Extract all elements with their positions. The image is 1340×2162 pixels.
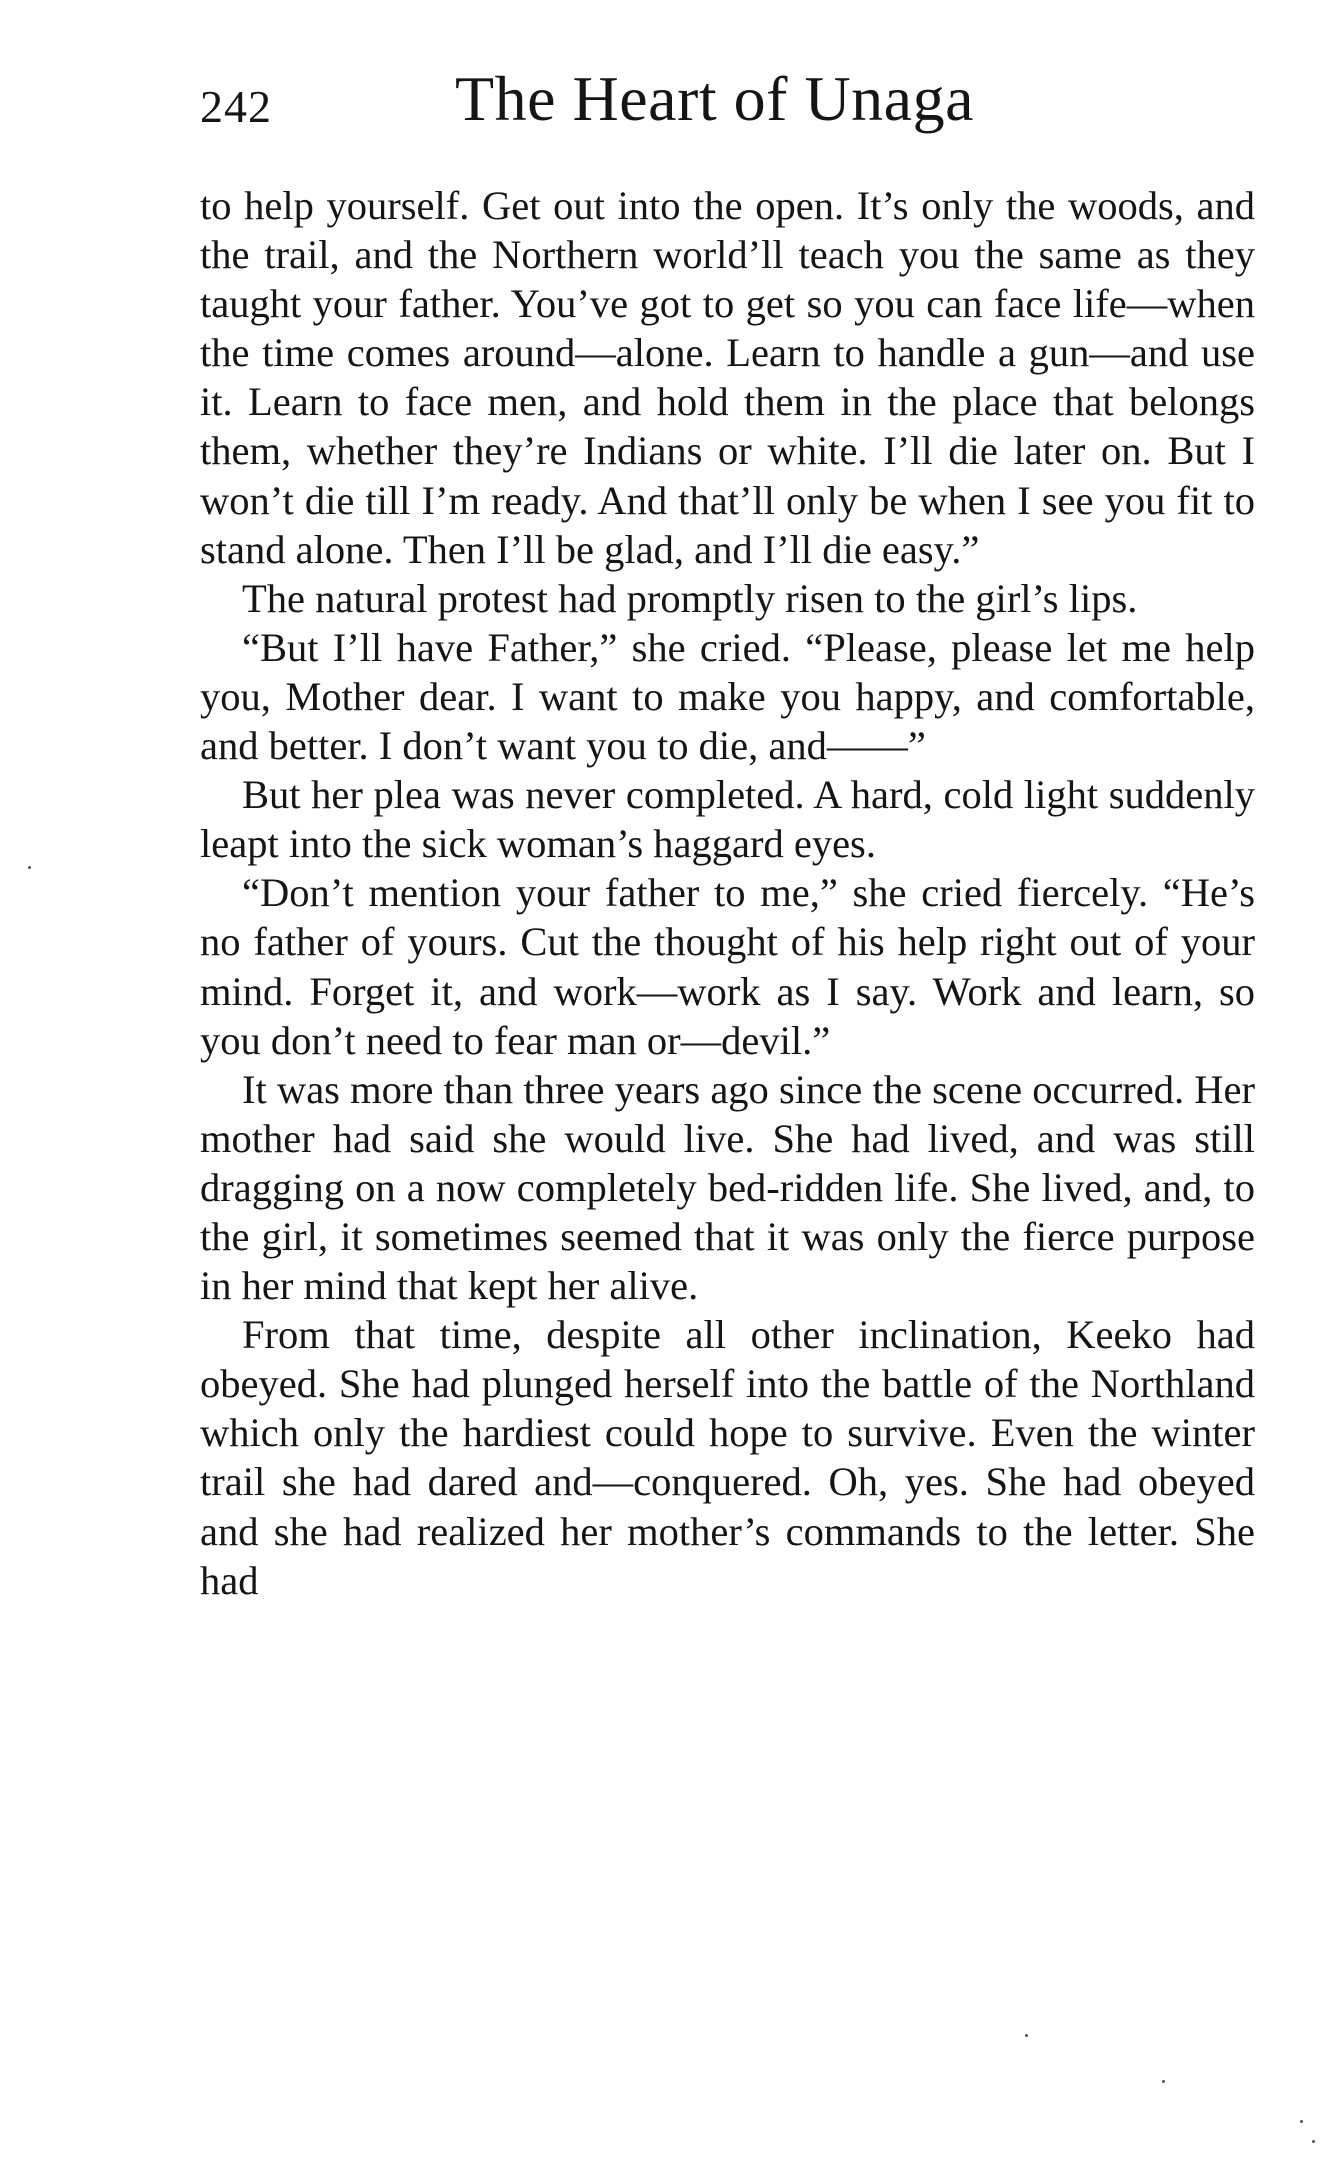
scan-speck xyxy=(1162,2080,1165,2083)
running-title: The Heart of Unaga xyxy=(455,63,974,134)
paragraph-4: But her plea was never completed. A hard, cold light suddenly leapt into the sick woman’s haggard eyes. xyxy=(200,772,1255,867)
body-text xyxy=(200,181,1255,1605)
paragraph-1: to help yourself. Get out into the open. It’s only the woods, and the trail, and the Northern world’ll teach you the same as they taught your father. You’ve got to get so you can face life—when the time comes around—alone. Learn to handle a gun—and use it. Learn to face men, and hold them in the place that belongs them, whether they’re Indians or white. I’ll die later on. But I won’t die till I’m ready. And that’ll only be when I see you fit to stand alone. Then I’ll be glad, and I’ll die easy.” xyxy=(200,183,1255,572)
paragraph-2: The natural protest had promptly risen to the girl’s lips. xyxy=(242,575,1138,621)
scan-speck xyxy=(1300,2120,1303,2123)
page-header xyxy=(200,62,1260,152)
paragraph-6: It was more than three years ago since the scene occurred. Her mother had said she would live. She had lived, and was still dragging on a now completely bed-ridden life. She lived, and, to the girl, it sometimes seemed that it was only the fierce purpose in her mind that kept her alive. xyxy=(200,1066,1255,1309)
paragraph-7: From that time, despite all other inclination, Keeko had obeyed. She had plunged herself into the battle of the Northland which only the hardiest could hope to survive. Even the winter trail she had dared and—conquered. Oh, yes. She had obeyed and she had realized her mother’s commands to the letter. She had xyxy=(200,1312,1255,1603)
scan-speck xyxy=(28,866,31,869)
scan-speck xyxy=(1312,2140,1315,2143)
paragraph-5: “Don’t mention your father to me,” she cried fiercely. “He’s no father of yours. Cut the thought of his help right out of your mind. Forget it, and work—work as I say. Work and learn, so you don’t need to fear man or—devil.” xyxy=(200,870,1255,1063)
page-number: 242 xyxy=(200,81,272,132)
paragraph-3: “But I’ll have Father,” she cried. “Please, please let me help you, Mother dear. I want to make you happy, and comfortable, and better. I don’t want you to die, and——” xyxy=(200,624,1255,769)
scan-speck xyxy=(1025,2034,1028,2037)
